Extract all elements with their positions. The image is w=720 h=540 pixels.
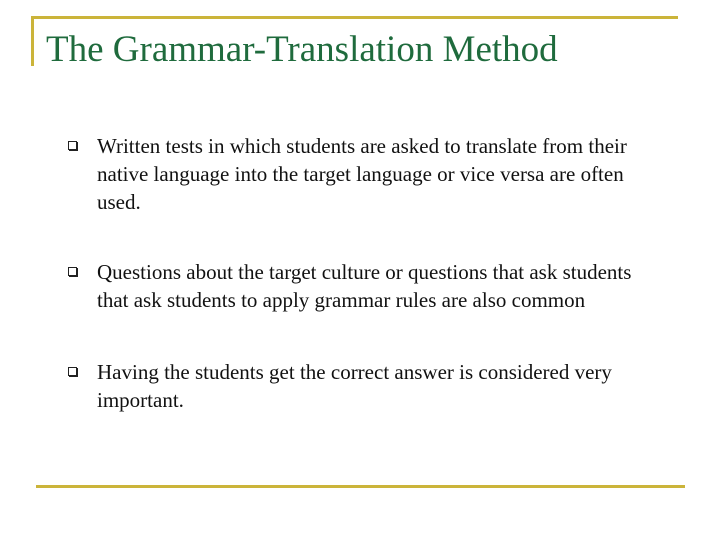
bullet-text: Written tests in which students are asked to translate from their native language into the target language or vice versa are often used. [97, 134, 627, 214]
frame-left-line [31, 16, 34, 66]
bullet-item [68, 132, 668, 216]
hollow-square-bullet-icon [68, 367, 77, 376]
hollow-square-bullet-icon [68, 267, 77, 276]
bullet-item [68, 358, 668, 414]
bullet-text: Questions about the target culture or questions that ask students that ask students to apply grammar rules are also common [97, 260, 632, 312]
bullet-text: Having the students get the correct answer is considered very important. [97, 360, 612, 412]
hollow-square-bullet-icon [68, 141, 77, 150]
frame-top-line [31, 16, 678, 19]
frame-bottom-line [36, 485, 685, 488]
bullet-item [68, 258, 668, 314]
slide-title: The Grammar-Translation Method [46, 29, 558, 70]
bullet-list [68, 132, 668, 414]
